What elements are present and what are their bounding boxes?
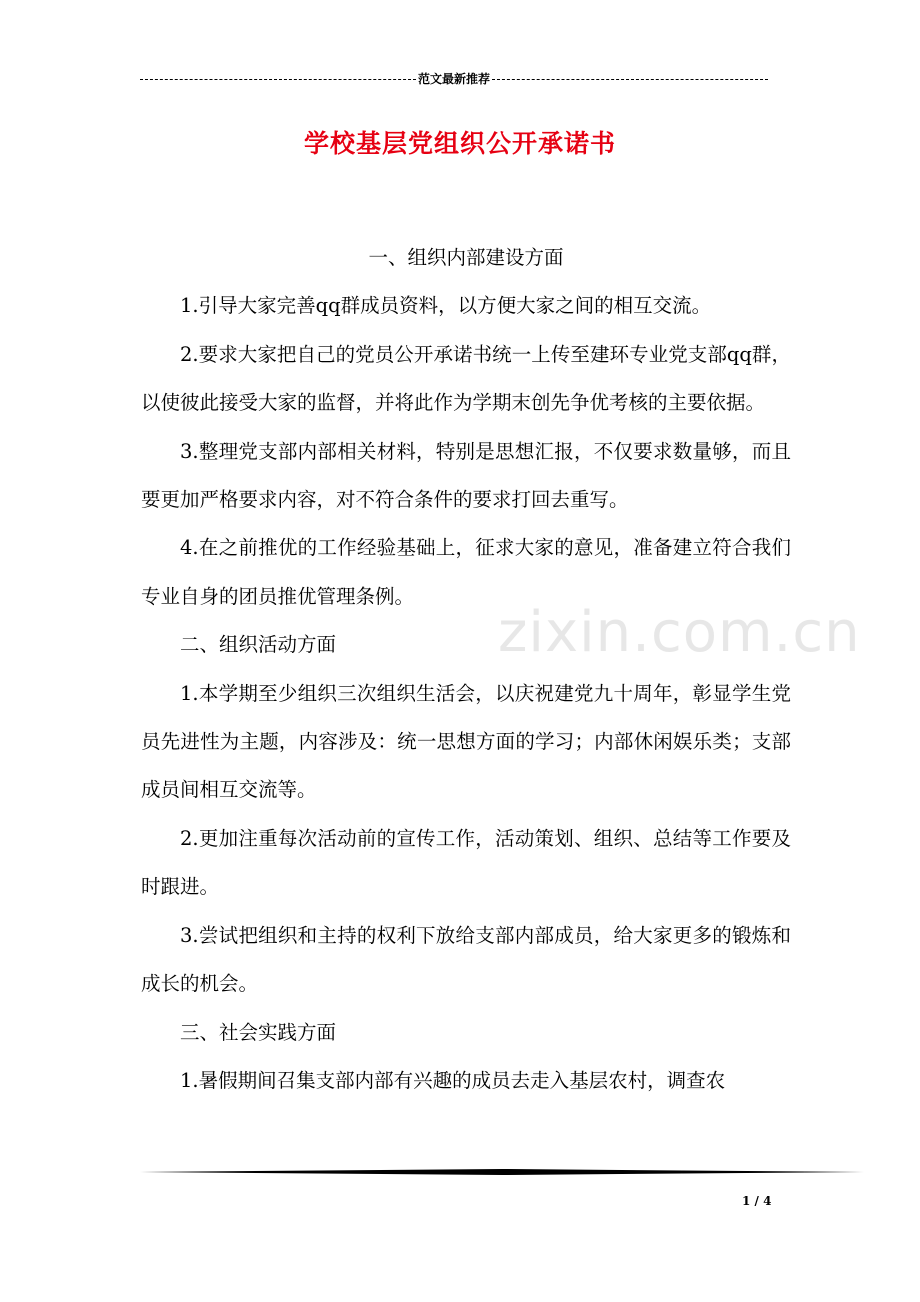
paragraph: 1.引导大家完善qq群成员资料，以方便大家之间的相互交流。 (180, 294, 712, 318)
document-title: 学校基层党组织公开承诺书 (303, 129, 616, 158)
page-header (140, 70, 768, 87)
paragraph: 2.要求大家把自己的党员公开承诺书统一上传至建环专业党支部qq群，以使彼此接受大家的监督，并将此作为学期末创先争优考核的主要依据。 (141, 342, 791, 415)
header-dash-left (140, 79, 416, 80)
section-heading-3: 三、社会实践方面 (180, 1020, 337, 1044)
section-heading-1: 一、组织内部建设方面 (368, 246, 564, 269)
paragraph: 3.尝试把组织和主持的权利下放给支部内部成员，给大家更多的锻炼和成长的机会。 (141, 923, 791, 996)
paragraph: 2.更加注重每次活动前的宣传工作，活动策划、组织、总结等工作要及时跟进。 (141, 826, 791, 899)
paragraph: 3.整理党支部内部相关材料，特别是思想汇报，不仅要求数量够，而且要更加严格要求内容，对不符合条件的要求打回去重写。 (141, 439, 791, 512)
paragraph: 1.暑假期间召集支部内部有兴趣的成员去走入基层农村，调查农 (180, 1068, 726, 1092)
section-heading-2: 二、组织活动方面 (180, 633, 337, 657)
header-label: 范文最新推荐 (418, 72, 491, 86)
header-dash-right (492, 79, 768, 80)
paragraph: 1.本学期至少组织三次组织生活会，以庆祝建党九十周年，彰显学生党员先进性为主题，内容涉及：统一思想方面的学习；内部休闲娱乐类；支部成员间相互交流等。 (141, 681, 791, 802)
document-body (141, 234, 791, 1105)
page-number: 1 / 4 (742, 1194, 772, 1208)
watermark: zixin.com.cn (498, 600, 861, 665)
paragraph: 4.在之前推优的工作经验基础上，征求大家的意见，准备建立符合我们专业自身的团员推优管理条例。 (141, 536, 791, 608)
footer-rule (140, 1169, 864, 1175)
